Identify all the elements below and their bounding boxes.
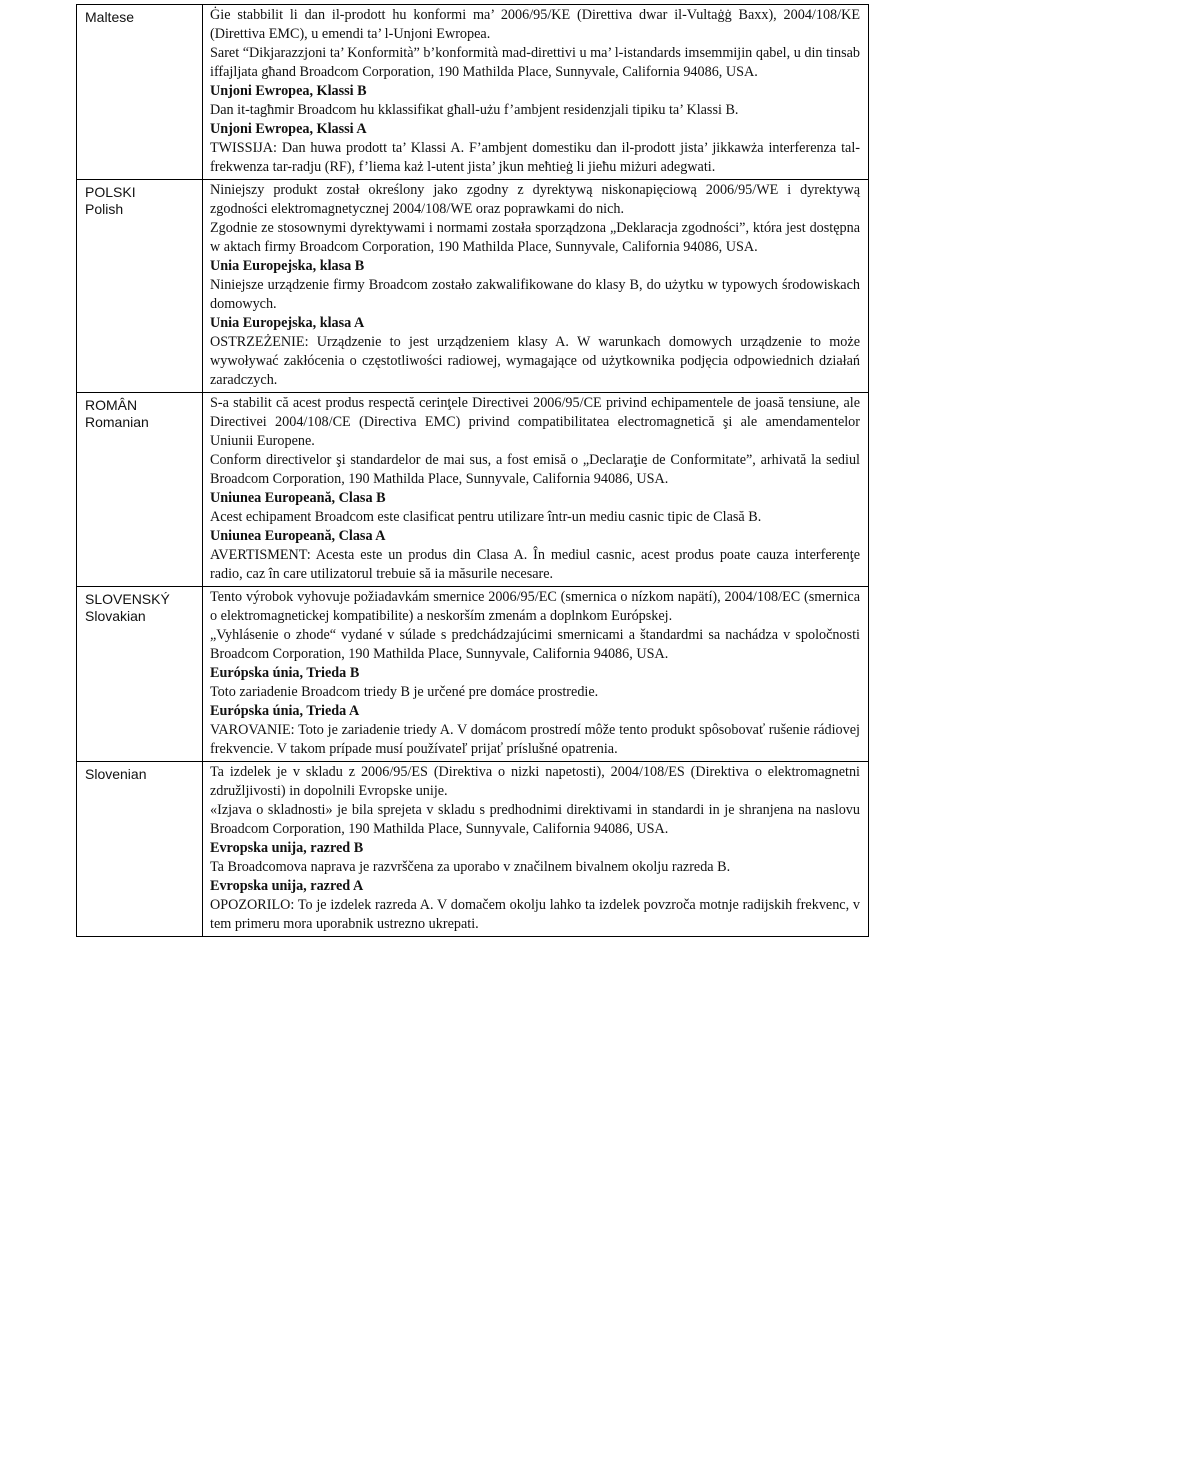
language-label: ROMÂN <box>85 397 138 413</box>
paragraph: Toto zariadenie Broadcom triedy B je určené pre domáce prostredie. <box>210 684 599 700</box>
language-cell <box>77 393 203 587</box>
paragraph: Niniejszy produkt został określony jako zgodny z dyrektywą niskonapięciową 2006/95/WE i dyrektywą zgodności elektromagnetycznej 2004/108/WE oraz poprawkami do nich. <box>210 182 860 217</box>
language-label: Maltese <box>85 9 135 25</box>
table-row <box>77 180 869 393</box>
section-heading: Európska únia, Trieda B <box>210 665 360 681</box>
paragraph: TWISSIJA: Dan huwa prodott ta’ Klassi A. F’ambjent domestiku dan il-prodott jista’ jikkawża interferenza tal-frekwenza tar-radju (RF), f’liema każ l-utent jista’ jkun meħtieġ li jieħu miżuri adegwati. <box>210 140 860 175</box>
language-cell <box>77 587 203 762</box>
language-label: Slovakian <box>85 608 146 624</box>
section-heading: Uniunea Europeană, Clasa A <box>210 528 386 544</box>
table-row <box>77 762 869 937</box>
paragraph: S-a stabilit că acest produs respectă cerinţele Directivei 2006/95/CE privind echipamentele de joasă tensiune, ale Directivei 2004/108/CE (Directiva EMC) privind compatibilitatea electromagnetică şi ale amendamentelor Uniunii Europene. <box>210 395 860 449</box>
table-row <box>77 5 869 180</box>
declaration-text-cell <box>203 587 869 762</box>
section-heading: Európska únia, Trieda A <box>210 703 360 719</box>
language-label: Slovenian <box>85 766 147 782</box>
paragraph: Ta izdelek je v skladu z 2006/95/ES (Direktiva o nizki napetosti), 2004/108/ES (Direktiva o elektromagnetni združljivosti) in dopolnili Evropske unije. <box>210 764 860 799</box>
language-cell <box>77 762 203 937</box>
declaration-text-cell <box>203 180 869 393</box>
paragraph: OSTRZEŻENIE: Urządzenie to jest urządzeniem klasy A. W warunkach domowych urządzenie to może wywoływać zakłócenia o częstotliwości radiowej, wymagające od użytkownika podjęcia odpowiednich działań zaradczych. <box>210 334 860 388</box>
section-heading: Unjoni Ewropea, Klassi B <box>210 83 367 99</box>
paragraph: Ta Broadcomova naprava je razvrščena za uporabo v značilnem bivalnem okolju razreda B. <box>210 859 731 875</box>
declaration-table <box>76 4 869 937</box>
declaration-text-cell <box>203 393 869 587</box>
section-heading: Unjoni Ewropea, Klassi A <box>210 121 367 137</box>
declaration-text-cell <box>203 762 869 937</box>
language-cell <box>77 180 203 393</box>
language-cell <box>77 5 203 180</box>
paragraph: «Izjava o skladnosti» je bila sprejeta v skladu s predhodnimi direktivami in standardi in je shranjena na naslovu Broadcom Corporation, 190 Mathilda Place, Sunnyvale, California 94086, USA. <box>210 802 860 837</box>
table-row <box>77 393 869 587</box>
paragraph: Saret “Dikjarazzjoni ta’ Konformità” b’konformità mad-direttivi u ma’ l-istandards imsemmijin qabel, u din tinsab iffajljata għand Broadcom Corporation, 190 Mathilda Place, Sunnyvale, California 94086, USA. <box>210 45 860 80</box>
section-heading: Unia Europejska, klasa A <box>210 315 365 331</box>
paragraph: VAROVANIE: Toto je zariadenie triedy A. V domácom prostredí môže tento produkt spôsobovať rušenie rádiovej frekvencie. V takom prípade musí používateľ prijať príslušné opatrenia. <box>210 722 860 757</box>
paragraph: Ġie stabbilit li dan il-prodott hu konformi ma’ 2006/95/KE (Direttiva dwar il-Vultaġġ Baxx), 2004/108/KE (Direttiva EMC), u emendi ta’ l-Unjoni Ewropea. <box>210 7 860 42</box>
paragraph: „Vyhlásenie o zhode“ vydané v súlade s predchádzajúcimi smernicami a štandardmi sa nachádza v spoločnosti Broadcom Corporation, 190 Mathilda Place, Sunnyvale, California 94086, USA. <box>210 627 860 662</box>
paragraph: Niniejsze urządzenie firmy Broadcom zostało zakwalifikowane do klasy B, do użytku w typowych środowiskach domowych. <box>210 277 860 312</box>
paragraph: Acest echipament Broadcom este clasificat pentru utilizare într-un mediu casnic tipic de Clasă B. <box>210 509 762 525</box>
language-label: SLOVENSKÝ <box>85 591 170 607</box>
language-label: Romanian <box>85 414 149 430</box>
language-label: Polish <box>85 201 124 217</box>
paragraph: Zgodnie ze stosownymi dyrektywami i normami została sporządzona „Deklaracja zgodności”, która jest dostępna w aktach firmy Broadcom Corporation, 190 Mathilda Place, Sunnyvale, California 94086, USA. <box>210 220 860 255</box>
section-heading: Uniunea Europeană, Clasa B <box>210 490 386 506</box>
section-heading: Evropska unija, razred B <box>210 840 364 856</box>
paragraph: Conform directivelor şi standardelor de mai sus, a fost emisă o „Declaraţie de Conformitate”, arhivată la sediul Broadcom Corporation, 190 Mathilda Place, Sunnyvale, California 94086, USA. <box>210 452 860 487</box>
paragraph: OPOZORILO: To je izdelek razreda A. V domačem okolju lahko ta izdelek povzroča motnje radijskih frekvenc, v tem primeru mora uporabnik ustrezno ukrepati. <box>210 897 860 932</box>
language-label: POLSKI <box>85 184 136 200</box>
declaration-text-cell <box>203 5 869 180</box>
paragraph: Dan it-tagħmir Broadcom hu kklassifikat għall-użu f’ambjent residenzjali tipiku ta’ Klassi B. <box>210 102 739 118</box>
paragraph: Tento výrobok vyhovuje požiadavkám smernice 2006/95/EC (smernica o nízkom napätí), 2004/108/EC (smernica o elektromagnetickej kompatibilite) a neskorším zmenám a doplnkom Európskej. <box>210 589 860 624</box>
table-row <box>77 587 869 762</box>
section-heading: Evropska unija, razred A <box>210 878 364 894</box>
paragraph: AVERTISMENT: Acesta este un produs din Clasa A. În mediul casnic, acest produs poate cauza interferenţe radio, caz în care utilizatorul trebuie să ia măsurile necesare. <box>210 547 860 582</box>
section-heading: Unia Europejska, klasa B <box>210 258 365 274</box>
